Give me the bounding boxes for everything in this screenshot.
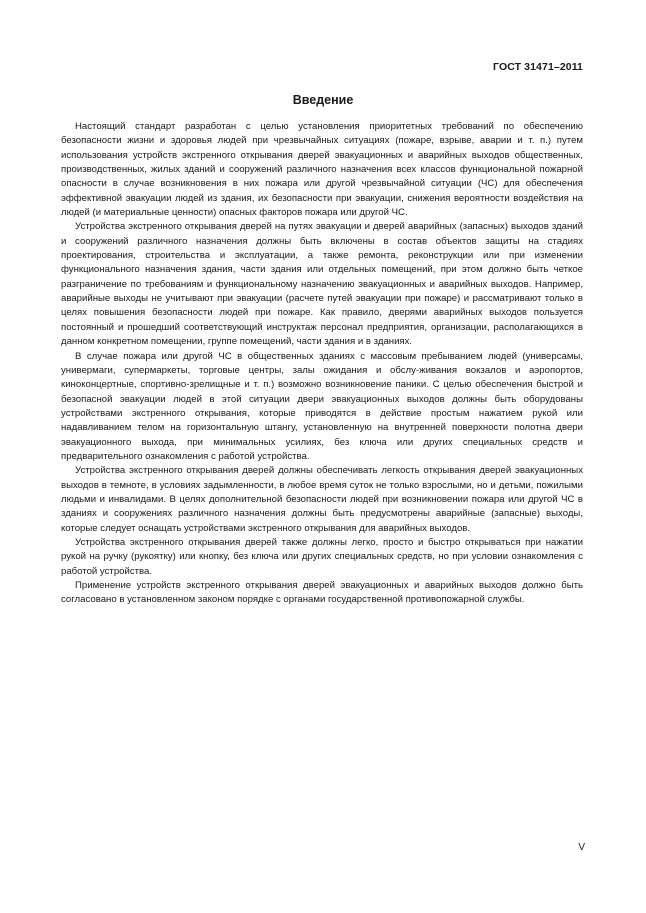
paragraph: Настоящий стандарт разработан с целью установления приоритетных требований по обеспечению безопасности жизни и здоровья людей при чрезвычайных ситуациях (пожаре, взрыве, аварии и т. п.) путем использования устройств экстренного открывания дверей эвакуационных и аварийных выходов общественных, производственных, жилых зданий и сооружений различного назначения всех классов функциональной пожарной опасности в случае возникновения в них пожара или другой чрезвычайной ситуации (ЧС) для обеспечения эффективной эвакуации людей из здания, их безопасности при эвакуации, снижения вероятности воздействия на людей (и материальные ценности) опасных факторов пожара или другой ЧС. <box>61 121 583 219</box>
paragraph: Устройства экстренного открывания дверей на путях эвакуации и дверей аварийных (запасных) выходов зданий и сооружений различного назначения должны быть включены в состав объектов защиты на стадиях проектирования, строительства и эксплуатации, а также ремонта, реконструкции или при изменении функционального назначения здания, части здания или отдельных помещений, при этом должно быть четкое разграничение по требованиям и функциональному назначению эвакуационных и аварийных выходов. Например, аварийные выходы не учитывают при эвакуации (расчете путей эвакуации при пожаре) и рассматривают только в целях повышения безопасности людей при пожаре. Как правило, дверями аварийных выходов пользуется постоянный и прошедший соответствующий инструктаж персонал предприятия, организации, располагающихся в данном конкретном помещении, группе помещений, части здания и в зданиях. <box>61 221 583 348</box>
section-body <box>61 120 583 608</box>
section-title: Введение <box>292 93 354 107</box>
paragraph: Устройства экстренного открывания дверей также должны легко, просто и быстро открываться при нажатии рукой на ручку (рукоятку) или кнопку, без ключа или других специальных средств, но при условии ознакомления с работой устройства. <box>61 536 583 577</box>
paragraph: Применение устройств экстренного открывания дверей эвакуационных и аварийных выходов должно быть согласовано в установленном законом порядке с органами государственной противопожарной службы. <box>61 580 583 606</box>
page-number: V <box>578 842 585 853</box>
document-code: ГОСТ 31471–2011 <box>493 61 583 73</box>
paragraph: Устройства экстренного открывания дверей должны обеспечивать легкость открывания дверей эвакуационных выходов в темноте, в условиях задымленности, в любое время суток не только взрослыми, но и детьми, пожилыми людьми и инвалидами. В целях дополнительной безопасности людей при возникновении пожара или другой ЧС в зданиях и сооружениях различного назначения должны быть предусмотрены аварийные (запасные) выходы, которые следует оснащать устройствами экстренного открывания для аварийных выходов. <box>61 465 583 534</box>
paragraph: В случае пожара или другой ЧС в общественных зданиях с массовым пребыванием людей (универсамы, универмаги, супермаркеты, торговые центры, залы ожидания и обслу-живания вокзалов и аэропортов, киноконцертные, спортивно-зрелищные и т. п.) возможно возникновение паники. С целью обеспечения быстрой и безопасной эвакуации людей в этой ситуации двери эвакуационных выходов должны быть оборудованы устройствами экстренного открывания, которые приводятся в действие простым нажатием рукой или надавливанием телом на горизонтальную штангу, установленную на внутренней поверхности полотна двери эвакуационного выхода, при минимальных усилиях, без ключа или других специальных средств и предварительного ознакомления с работой устройства. <box>61 350 583 462</box>
